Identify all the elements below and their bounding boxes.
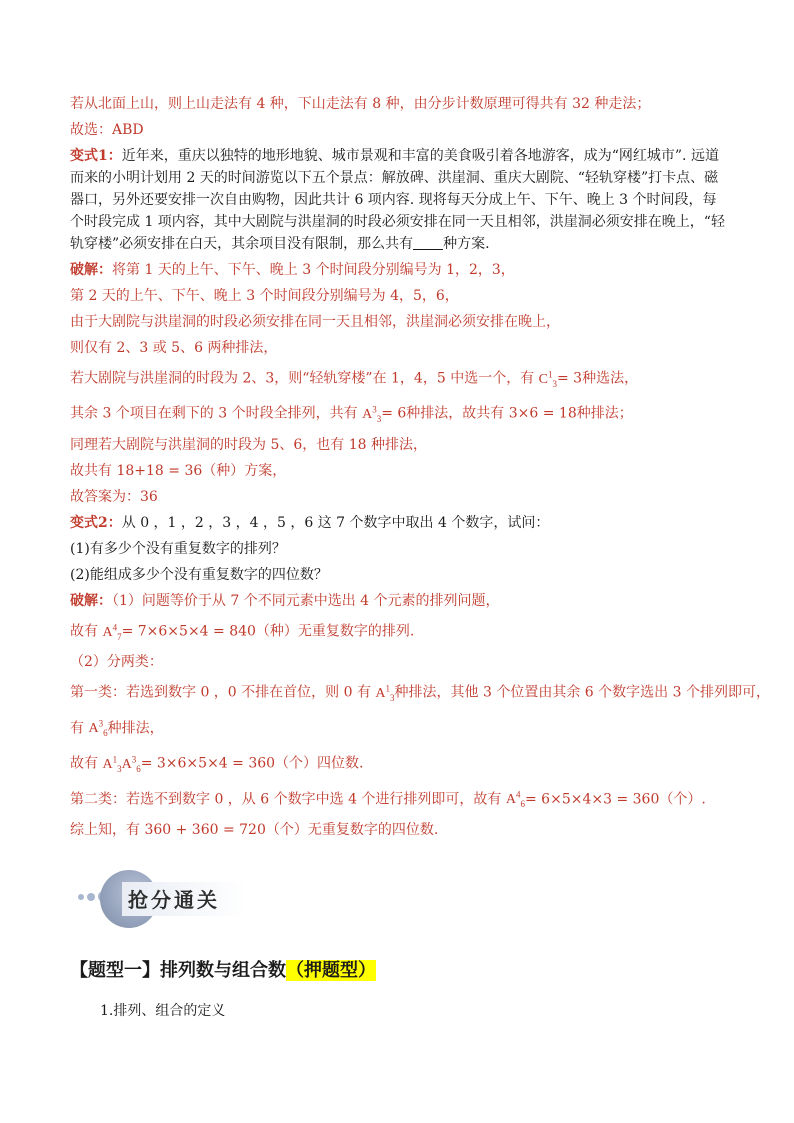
arrangement-symbol	[88, 718, 108, 739]
solution-1-line-9: 故答案为：36	[70, 488, 158, 505]
variant-1-question	[70, 145, 730, 255]
subitem-heading: 1.排列、组合的定义	[100, 1003, 226, 1019]
variant-1-text: 近年来，重庆以独特的地形地貌、城市景观和丰富的美食吸引着各地游客，成为“网红城市”. 远道而来的小明计划用 2 天的时间游览以下五个景点：解放碑、洪崖洞、重庆大剧院、“轻轨穿楼”打卡点、磁器口，另外还要安排一次自由购物，因此共计 6 项内容. 现将每天分成上午、下午、晚上 3 个时间段，每个时段完成 1 项内容，其中大剧院与洪崖洞的时段必须安排在同一天且相邻，洪崖洞必须安排在晚上，“轻轨穿楼”必须安排在白天，其余项目没有限制，那么共有	[70, 148, 725, 252]
solution-2-text-2a: 故有	[70, 623, 103, 640]
c-sup: 1	[548, 369, 553, 379]
a-sup: 1	[112, 754, 118, 765]
solution-2-text-4a: 第一类：若选到数字 0 ，0 不排在首位，则 0 有	[70, 685, 376, 702]
solution-2-line-2	[70, 616, 730, 647]
answer-blank	[413, 235, 443, 250]
combination-symbol	[538, 369, 557, 389]
solution-1-text-5c: = 3种选法，	[557, 370, 639, 387]
section-title-text: 【题型一】排列数与组合数	[70, 960, 286, 981]
a-sub: 6	[520, 799, 525, 810]
a-letter: A	[102, 756, 113, 772]
solution-1-text-6a: 其余 3 个项目在剩下的 3 个时段全排列，共有	[70, 406, 363, 423]
a-sub: 7	[117, 631, 122, 642]
a-sup: 3	[131, 754, 137, 765]
arrangement-symbol	[102, 754, 141, 774]
a-sup: 4	[112, 621, 118, 632]
a-sub: 3	[376, 413, 382, 424]
solution-2-line-7	[70, 784, 730, 815]
solution-1-text-1: 将第 1 天的上午、下午、晚上 3 个时间段分别编号为 1，2，3，	[112, 262, 515, 278]
a-sub: 6	[136, 763, 141, 774]
a-letter: A	[505, 792, 516, 808]
section-banner	[78, 866, 248, 928]
a-sup: 4	[516, 789, 521, 800]
variant-2-label: 变式2：	[70, 514, 122, 531]
solution-2-line-4	[70, 677, 770, 708]
a-letter: A	[102, 624, 113, 640]
solution-1-line-6	[70, 398, 730, 429]
a-letter: A	[362, 407, 373, 423]
arrangement-symbol	[505, 789, 525, 810]
a-sub: 6	[103, 728, 108, 739]
answer-line-2: 故选：ABD	[70, 122, 144, 138]
solution-1-line-1	[70, 259, 730, 281]
solution-2-text-1: （1）问题等价于从 7 个不同元素中选出 4 个元素的排列问题，	[112, 592, 500, 609]
solution-1-line-4: 则仅有 2、3 或 5、6 两种排法，	[70, 340, 278, 356]
solution-2-text-2c: = 7×6×5×4 = 840（种）无重复数字的排列.	[121, 623, 415, 640]
solution-1-line-5	[70, 363, 730, 394]
arrangement-symbol	[375, 683, 395, 703]
variant-2-q1: (1)有多少个没有重复数字的排列？	[70, 540, 286, 557]
a-sup: 1	[385, 683, 391, 694]
solution-1-line-8: 故共有 18+18 = 36（种）方案，	[70, 462, 287, 479]
solution-1-line-2: 第 2 天的上午、下午、晚上 3 个时间段分别编号为 4，5，6，	[70, 288, 459, 304]
a-sub: 3	[117, 763, 122, 774]
solution-2-text-4c: 种排法，其他 3 个位置由其余 6 个数字选出 3 个排列即可，	[394, 685, 770, 702]
solution-2-line-1	[70, 590, 730, 612]
solution-2-line-5	[70, 713, 730, 744]
solution-2-text-5a: 有	[70, 720, 89, 737]
arrangement-symbol	[362, 404, 382, 424]
section-title	[70, 956, 376, 982]
answer-line-1: 若从北面上山，则上山走法有 4 种，下山走法有 8 种，由分步计数原理可得共有 32 种走法；	[70, 96, 651, 112]
arrangement-symbol	[102, 621, 122, 642]
c-sub: 3	[552, 378, 557, 389]
solution-2-text-7a: 第二类：若选不到数字 0 ，从 6 个数字中选 4 个进行排列即可，故有	[70, 791, 506, 808]
content-area	[70, 93, 770, 845]
solution-2-line-6	[70, 748, 730, 779]
solution-2-text-6d: = 3×6×5×4 = 360（个）四位数.	[140, 755, 364, 772]
banner-title: 抢分通关	[128, 888, 220, 912]
a-sup: 3	[372, 404, 377, 415]
section-title-highlight: （押题型）	[286, 960, 376, 981]
variant-1-text-end: 种方案.	[443, 236, 490, 252]
variant-1-label: 变式1：	[70, 148, 122, 164]
variant-2-text: 从 0 ，1 ，2 ，3 ，4 ，5 ，6 这 7 个数字中取出 4 个数字，试问：	[121, 514, 550, 531]
solution-1-line-3: 由于大剧院与洪崖洞的时段必须安排在同一天且相邻，洪崖洞必须安排在晚上，	[70, 314, 560, 330]
solution-1-text-6c: = 6种排法，故共有 3×6 = 18种排法；	[381, 406, 633, 423]
solution-2-line-8: 综上知，有 360 + 360 = 720（个）无重复数字的四位数.	[70, 822, 439, 839]
solution-2-line-3: （2）分两类：	[70, 654, 163, 671]
solution-2-text-5c: 种排法，	[107, 720, 164, 737]
solution-2-text-6a: 故有	[70, 755, 103, 772]
solution-1-label: 破解：	[70, 262, 112, 278]
c-letter: C	[538, 371, 548, 387]
a-letter: A	[375, 686, 386, 702]
solution-2-label: 破解：	[70, 592, 112, 609]
solution-1-text-5a: 若大剧院与洪崖洞的时段为 2、3，则“轻轨穿楼”在 1，4，5 中选一个，有	[70, 370, 539, 387]
variant-2-q2: (2)能组成多少个没有重复数字的四位数？	[70, 566, 328, 583]
variant-2-question	[70, 512, 730, 534]
a-sub: 3	[390, 692, 395, 703]
solution-1-line-7: 同理若大剧院与洪崖洞的时段为 5、6，也有 18 种排法，	[70, 436, 427, 453]
a-sup: 3	[98, 718, 104, 729]
a-letter: A	[121, 756, 132, 772]
solution-2-text-7c: = 6×5×4×3 = 360（个）.	[525, 791, 706, 808]
a-letter: A	[88, 721, 99, 737]
